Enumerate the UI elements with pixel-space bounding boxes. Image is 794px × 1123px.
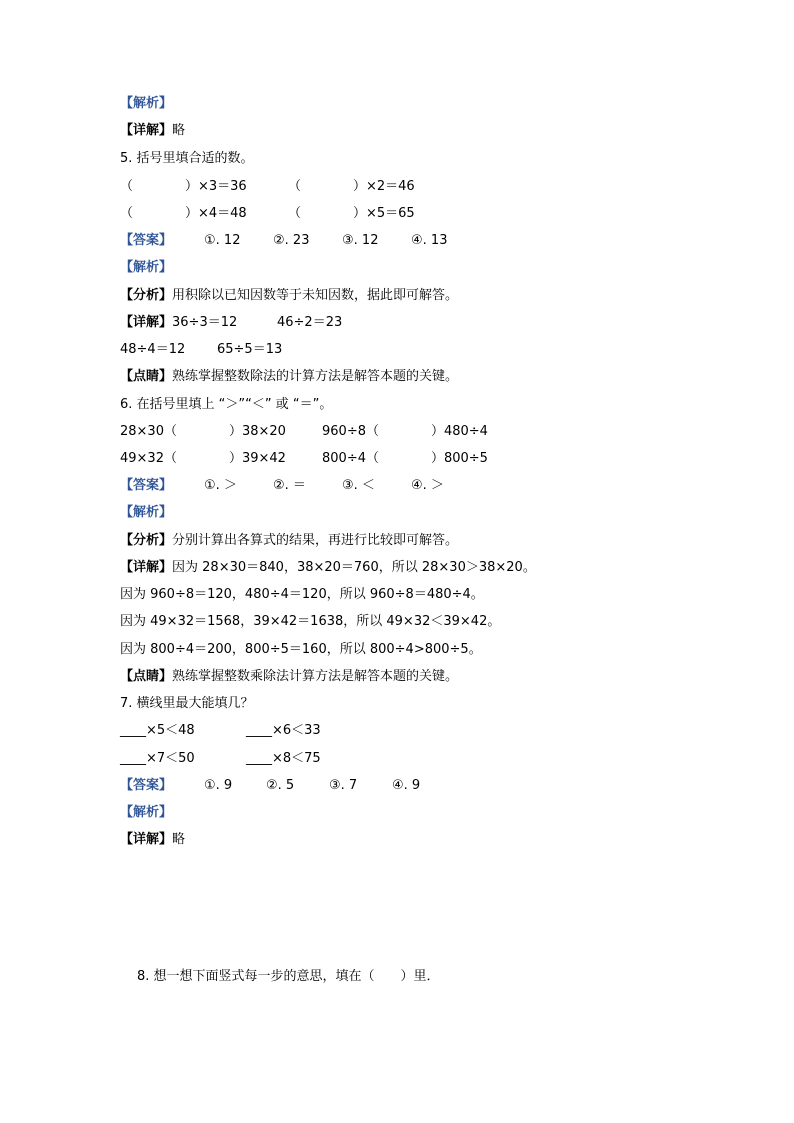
q6-detail-3: 因为 49×32＝1568，39×42＝1638，所以 49×32＜39×42。: [120, 614, 501, 629]
q5-row1-left: （ ）×3＝36: [120, 179, 247, 194]
xiangjie-label: 【详解】: [120, 832, 173, 847]
q6-answer-3: ③. ＜: [342, 478, 375, 493]
q5-row1-right: （ ）×2＝46: [288, 179, 415, 194]
xiangjie-label: 【详解】: [120, 315, 173, 330]
q6-detail-2: 因为 960÷8＝120，480÷4＝120，所以 960÷8＝480÷4。: [120, 587, 484, 602]
q6-row1-left: 28×30（ ）38×20: [120, 424, 286, 439]
xiangjie-label: 【详解】: [120, 123, 173, 138]
q7-row2-left: ____×7＜50: [120, 751, 195, 766]
q7-title: 7. 横线里最大能填几？: [120, 696, 254, 711]
jiexi-label: 【解析】: [120, 96, 173, 111]
q5-analysis: [120, 287, 458, 305]
q6-answer-2: ②. ＝: [273, 478, 306, 493]
detail-line: [120, 122, 185, 140]
q5-analysis-text: 用积除以已知因数等于未知因数，据此即可解答。: [172, 288, 459, 303]
q7-answer-1: ①. 9: [204, 778, 233, 793]
q6-answer-4: ④. ＞: [411, 478, 444, 493]
q6-detail-4: 因为 800÷4＝200，800÷5＝160，所以 800÷4>800÷5。: [120, 642, 482, 657]
fenxi-label: 【分析】: [120, 533, 173, 548]
dianjing-label: 【点睛】: [120, 369, 173, 384]
q5-point-text: 熟练掌握整数除法的计算方法是解答本题的关键。: [172, 369, 459, 384]
q5-detail-1a: 36÷3＝12: [172, 315, 238, 330]
q5-row2-left: （ ）×4＝48: [120, 206, 247, 221]
q6-row2-left: 49×32（ ）39×42: [120, 451, 286, 466]
q7-detail: [120, 831, 185, 849]
xiangjie-label: 【详解】: [120, 560, 173, 575]
q5-point: [120, 368, 458, 386]
q6-analysis-text: 分别计算出各算式的结果，再进行比较即可解答。: [172, 533, 459, 548]
q5-jiexi-label: 【解析】: [120, 260, 173, 275]
q5-title: 5. 括号里填合适的数。: [120, 151, 254, 166]
dianjing-label: 【点睛】: [120, 669, 173, 684]
q6-detail-1-text: 因为 28×30＝840，38×20＝760，所以 28×30＞38×20。: [172, 560, 536, 575]
q7-answer-4: ④. 9: [392, 778, 421, 793]
q6-title: 6. 在括号里填上 “＞”“＜” 或 “＝”。: [120, 397, 333, 412]
q6-point: [120, 668, 458, 686]
q6-row2-right: 800÷4（ ）800÷5: [322, 451, 488, 466]
detail-text: 略: [172, 123, 186, 138]
q6-detail-1: [120, 559, 536, 577]
q5-row2-right: （ ）×5＝65: [288, 206, 415, 221]
q6-jiexi-label: 【解析】: [120, 505, 173, 520]
q5-detail-1b: 46÷2＝23: [277, 315, 343, 330]
q7-row1-right: ____×6＜33: [246, 723, 321, 738]
q5-answer-2: ②. 23: [273, 233, 310, 248]
q6-analysis: [120, 532, 458, 550]
q6-answer-1: ①. ＞: [204, 478, 237, 493]
q7-row2-right: ____×8＜75: [246, 751, 321, 766]
q5-detail-2b: 65÷5＝13: [217, 342, 283, 357]
q5-answer-4: ④. 13: [411, 233, 448, 248]
q7-jiexi-label: 【解析】: [120, 805, 173, 820]
q5-detail-2a: 48÷4＝12: [120, 342, 186, 357]
q7-answer-2: ②. 5: [266, 778, 295, 793]
q6-row1-right: 960÷8（ ）480÷4: [322, 424, 488, 439]
q8-title: 8. 想一想下面竖式每一步的意思，填在（ ）里．: [137, 969, 440, 984]
q5-answer-label: 【答案】: [120, 233, 173, 248]
q7-answer-label: 【答案】: [120, 778, 173, 793]
q7-detail-text: 略: [172, 832, 186, 847]
q5-detail-1: [120, 314, 237, 332]
q5-answer-1: ①. 12: [204, 233, 241, 248]
q5-answer-3: ③. 12: [342, 233, 379, 248]
q6-point-text: 熟练掌握整数乘除法计算方法是解答本题的关键。: [172, 669, 459, 684]
q7-row1-left: ____×5＜48: [120, 723, 195, 738]
fenxi-label: 【分析】: [120, 288, 173, 303]
q6-answer-label: 【答案】: [120, 478, 173, 493]
q7-answer-3: ③. 7: [329, 778, 358, 793]
